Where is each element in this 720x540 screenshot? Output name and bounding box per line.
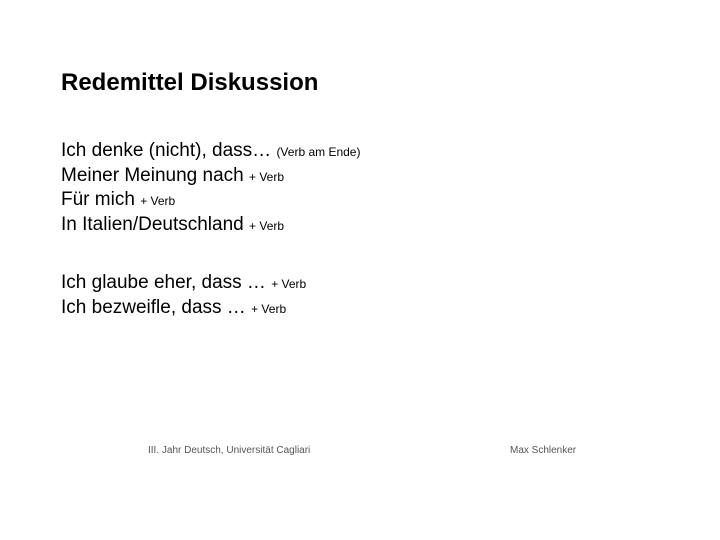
phrase-line [61,271,306,296]
phrase-line [61,296,306,321]
phrase-line [61,188,360,213]
grammar-note: + Verb [249,218,285,233]
phrase-line [61,139,360,164]
phrase-text: Meiner Meinung nach [61,164,249,186]
slide-title: Redemittel Diskussion [61,69,319,96]
phrase-text: Ich bezweifle, dass … [61,296,252,318]
grammar-note: + Verb [251,301,287,316]
phrase-block-doubt [61,271,306,320]
phrase-block-opinion [61,139,360,237]
grammar-note: + Verb [140,194,176,208]
phrase-text: Für mich [61,189,141,210]
phrase-text: Ich glaube eher, dass … [61,272,272,293]
footer-author: Max Schlenker [510,445,577,456]
grammar-note: + Verb [271,277,307,291]
phrase-line [61,164,360,189]
phrase-text: Ich denke (nicht), dass… [61,140,277,161]
phrase-text: In Italien/Deutschland [61,213,250,235]
phrase-line [61,213,360,238]
grammar-note: (Verb am Ende) [276,145,361,159]
grammar-note: + Verb [249,169,285,184]
footer-course: III. Jahr Deutsch, Universität Cagliari [148,445,311,456]
